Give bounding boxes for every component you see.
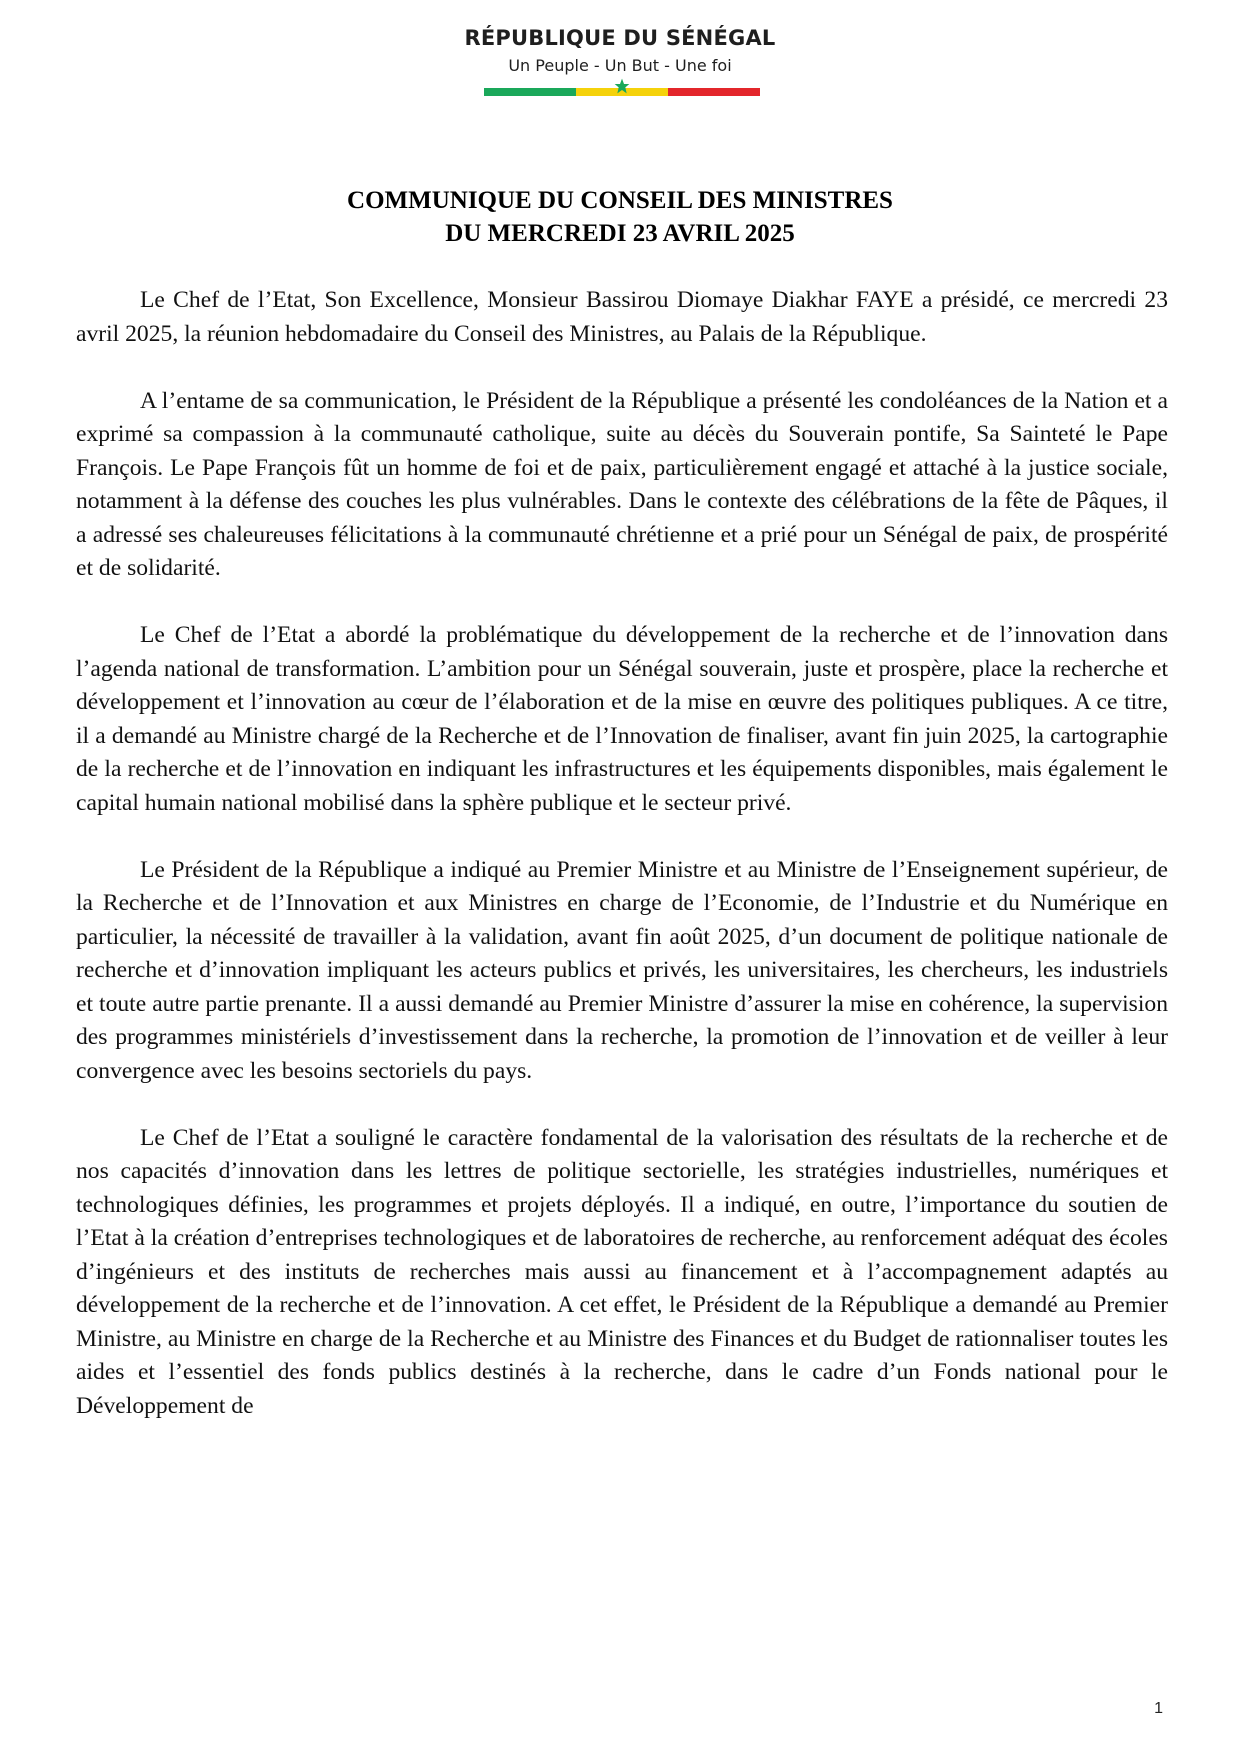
flag-green-band [484, 88, 576, 96]
flag-red-band [668, 88, 760, 96]
paragraph: A l’entame de sa communication, le Président de la République a présenté les condoléances de la Nation et a exprimé sa compassion à la communauté catholique, suite au décès du Souverain pontife, Sa Sainteté le Pape François. Le Pape François fût un homme de foi et de paix, particulièrement engagé et attaché à la justice sociale, notamment à la défense des couches les plus vulnérables. Dans le contexte des célébrations de la fête de Pâques, il a adressé ses chaleureuses félicitations à la communauté chrétienne et a prié pour un Sénégal de paix, de prospérité et de solidarité. [76, 387, 1168, 581]
page-number: 1 [1154, 1700, 1163, 1717]
paragraph: Le Chef de l’Etat a abordé la problématique du développement de la recherche et de l’innovation dans l’agenda national de transformation. L’ambition pour un Sénégal souverain, juste et prospère, place la recherche et développement et l’innovation au cœur de l’élaboration et de la mise en œuvre des politiques publiques. A ce titre, il a demandé au Ministre chargé de la Recherche et de l’Innovation de finaliser, avant fin juin 2025, la cartographie de la recherche et de l’innovation en indiquant les infrastructures et les équipements disponibles, mais également le capital humain national mobilisé dans la sphère publique et le secteur privé. [76, 622, 1168, 816]
flag-stripe [484, 88, 760, 96]
communique-body [76, 284, 1168, 1457]
paragraph: Le Chef de l’Etat a souligné le caractère fondamental de la valorisation des résultats de la recherche et de nos capacités d’innovation dans les lettres de politique sectorielle, les stratégies industrielles, numériques et technologiques définies, les programmes et projets déployés. Il a indiqué, en outre, l’importance du soutien de l’Etat à la création d’entreprises technologiques et de laboratoires de recherche, au renforcement adéquat des écoles d’ingénieurs et des instituts de recherches mais aussi au financement et à l’accompagnement adaptés au développement de la recherche et de l’innovation. A cet effet, le Président de la République a demandé au Premier Ministre, au Ministre en charge de la Recherche et au Ministre des Finances et du Budget de rationnaliser toutes les aides et l’essentiel des fonds publics destinés à la recherche, dans le cadre d’un Fonds national pour le Développement de [76, 1124, 1168, 1419]
document-title-line-1: COMMUNIQUE DU CONSEIL DES MINISTRES [347, 187, 893, 214]
star-icon [614, 78, 630, 94]
document-title-line-2: DU MERCREDI 23 AVRIL 2025 [445, 220, 795, 247]
national-motto: Un Peuple - Un But - Une foi [508, 56, 732, 75]
letterhead [0, 26, 1240, 75]
paragraph: Le Président de la République a indiqué au Premier Ministre et au Ministre de l’Enseignement supérieur, de la Recherche et de l’Innovation et aux Ministres en charge de l’Economie, de l’Industrie et du Numérique en particulier, la nécessité de travailler à la validation, avant fin août 2025, d’un document de politique nationale de recherche et d’innovation impliquant les acteurs publics et privés, les universitaires, les chercheurs, les industriels et toute autre partie prenante. Il a aussi demandé au Premier Ministre d’assurer la mise en cohérence, la supervision des programmes ministériels d’investissement dans la recherche, la promotion de l’innovation et de veiller à leur convergence avec les besoins sectoriels du pays. [76, 856, 1168, 1084]
paragraph: Le Chef de l’Etat, Son Excellence, Monsieur Bassirou Diomaye Diakhar FAYE a présidé, ce mercredi 23 avril 2025, la réunion hebdomadaire du Conseil des Ministres, au Palais de la République. [76, 287, 1168, 347]
country-name: RÉPUBLIQUE DU SÉNÉGAL [464, 26, 776, 50]
